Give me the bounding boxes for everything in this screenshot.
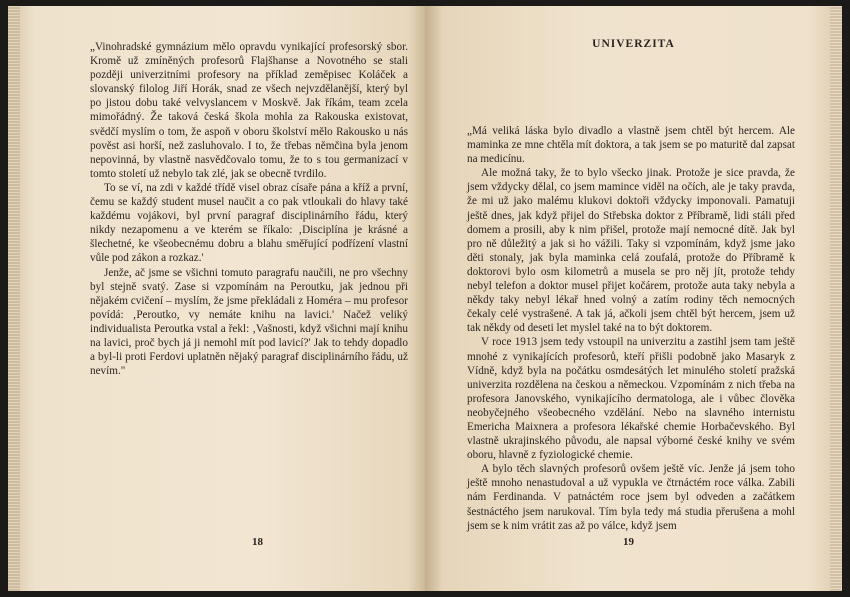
open-book (8, 6, 842, 591)
paragraph: A bylo těch slavných profesorů ovšem ještě víc. Jenže já jsem toho ještě mnoho nenastudoval a už vypukla ve čtrnáctém roce válka. Zabili nám Ferdinanda. V patnáctém roce jsem byl odveden a začátkem šestnáctého jsem narukoval. Tím byla tedy má studia přerušena a mohl jsem se k nim vrátit zas až po válce, když jsem (467, 463, 795, 532)
left-page-text (90, 40, 408, 378)
right-page-text (467, 124, 795, 533)
left-page (8, 6, 425, 591)
chapter-title: UNIVERZITA (592, 38, 675, 50)
page-edge-right (830, 6, 842, 591)
page-edge-left (8, 6, 20, 591)
paragraph: V roce 1913 jsem tedy vstoupil na univerzitu a zastihl jsem tam ještě mnohé z vynikajících profesorů, kteří přišli podobně jako Masaryk z Vídně, když byla na počátku osmdesátých let minulého století pražská univerzita rozdělena na českou a německou. Vzpomínám z nich třeba na profesora Janovského, vynikajícího dermatologa, ale i vůbec člověka neobyčejného všeobecného vzdělání. Nebo na slavného internistu Emericha Maixnera a profesora lékařské chemie Horbačevského. Byl vlastně ukrajinského původu, ale napsal výborné české knihy ve svém oboru, hlavně z fyziologické chemie. (467, 336, 795, 462)
paragraph: Jenže, ač jsme se všichni tomuto paragrafu naučili, ne pro všechny byl stejně svatý. Zase si vzpomínám na Peroutku, jak jednou při nějakém cvičení – myslím, že jsme překládali z Homéra – mu profesor povídá: ‚Peroutko, vy nemáte knihu na lavici.' Načež veliký individualista Peroutka vstal a řekl: ‚Vašnosti, když všichni mají knihu na lavici, proč bych já ji nemohl mít pod lavicí?' Jak to tehdy dopadlo a byl-li proti Ferdovi uplatněn nějaký paragraf disciplinárního řádu, už nevím." (90, 266, 408, 378)
page-number: 19 (623, 536, 634, 548)
paragraph: Ale možná taky, že to bylo všecko jinak. Protože je sice pravda, že jsem vždycky dělal, co jsem mamince viděl na očích, ale je taky pravda, že mi už jako malému klukovi doktoři vždycky imponovali. Pamatuji ještě dnes, jak když přijel do Střebska doktor z Příbramě, lidi stáli před domem a prosili, aby k nim přišel, protože mají nemocné dítě. Jak byl pro ně důležitý a jak si ho vážili. Taky si vzpomínám, když jsme jako děti stonaly, jak byla maminka celá zoufalá, protože do Příbramě k doktorovi bylo osm kilometrů a musela se pro něj jít, protože tehdy nebyl telefon a doktor musel přijet kočárem, protože auta taky nebyla a někdy taky nebyl lékař hned volný a zatím rodiny těch nemocných čekaly celé vystrašené. A tak já, ačkoli jsem chtěl být hercem, jsem už tak někdy od deseti let myslel také na to být doktorem. (467, 167, 795, 335)
right-page (425, 6, 842, 591)
paragraph: „Má veliká láska bylo divadlo a vlastně jsem chtěl být hercem. Ale maminka ze mne chtěla mít doktora, a tak jsem se po maturitě dal zapsat na medicínu. (467, 125, 795, 166)
page-number: 18 (252, 536, 263, 548)
paragraph: To se ví, na zdi v každé třídě visel obraz císaře pána a kříž a první, čemu se každý student musel naučit a co pak vtloukali do hlavy také každému vojákovi, byl první paragraf disciplinárního řádu, který nikdy nezapomenu a ve kterém se říkalo: ‚Disciplína je krásné a šlechetné, ke všeobecnému dobru a blahu směřující podřízení vlastní vůle pod zákon a rozkaz.' (90, 181, 408, 265)
paragraph: „Vinohradské gymnázium mělo opravdu vynikající profesorský sbor. Kromě už zmíněných profesorů Flajšhanse a Novotného se stali později univerzitními profesory na příklad zeměpisec Koláček a slovanský filolog Jiří Horák, snad ze všech nejvzdělanější, který byl po jistou dobu také velvyslancem v Moskvě. Jak říkám, team zcela mimořádný. Že taková česká škola mohla za Rakouska existovat, svědčí myslím o tom, že aspoň v oboru školství mělo Rakousko u nás pověst asi horší, než zasluhovalo. I to, že třebas němčina byla jenom nepovinná, by vlastně nasvědčovalo tomu, že to s tou germanizací v tomto století už nebylo tak zlé, jak se obecně tvrdilo. (90, 41, 408, 180)
